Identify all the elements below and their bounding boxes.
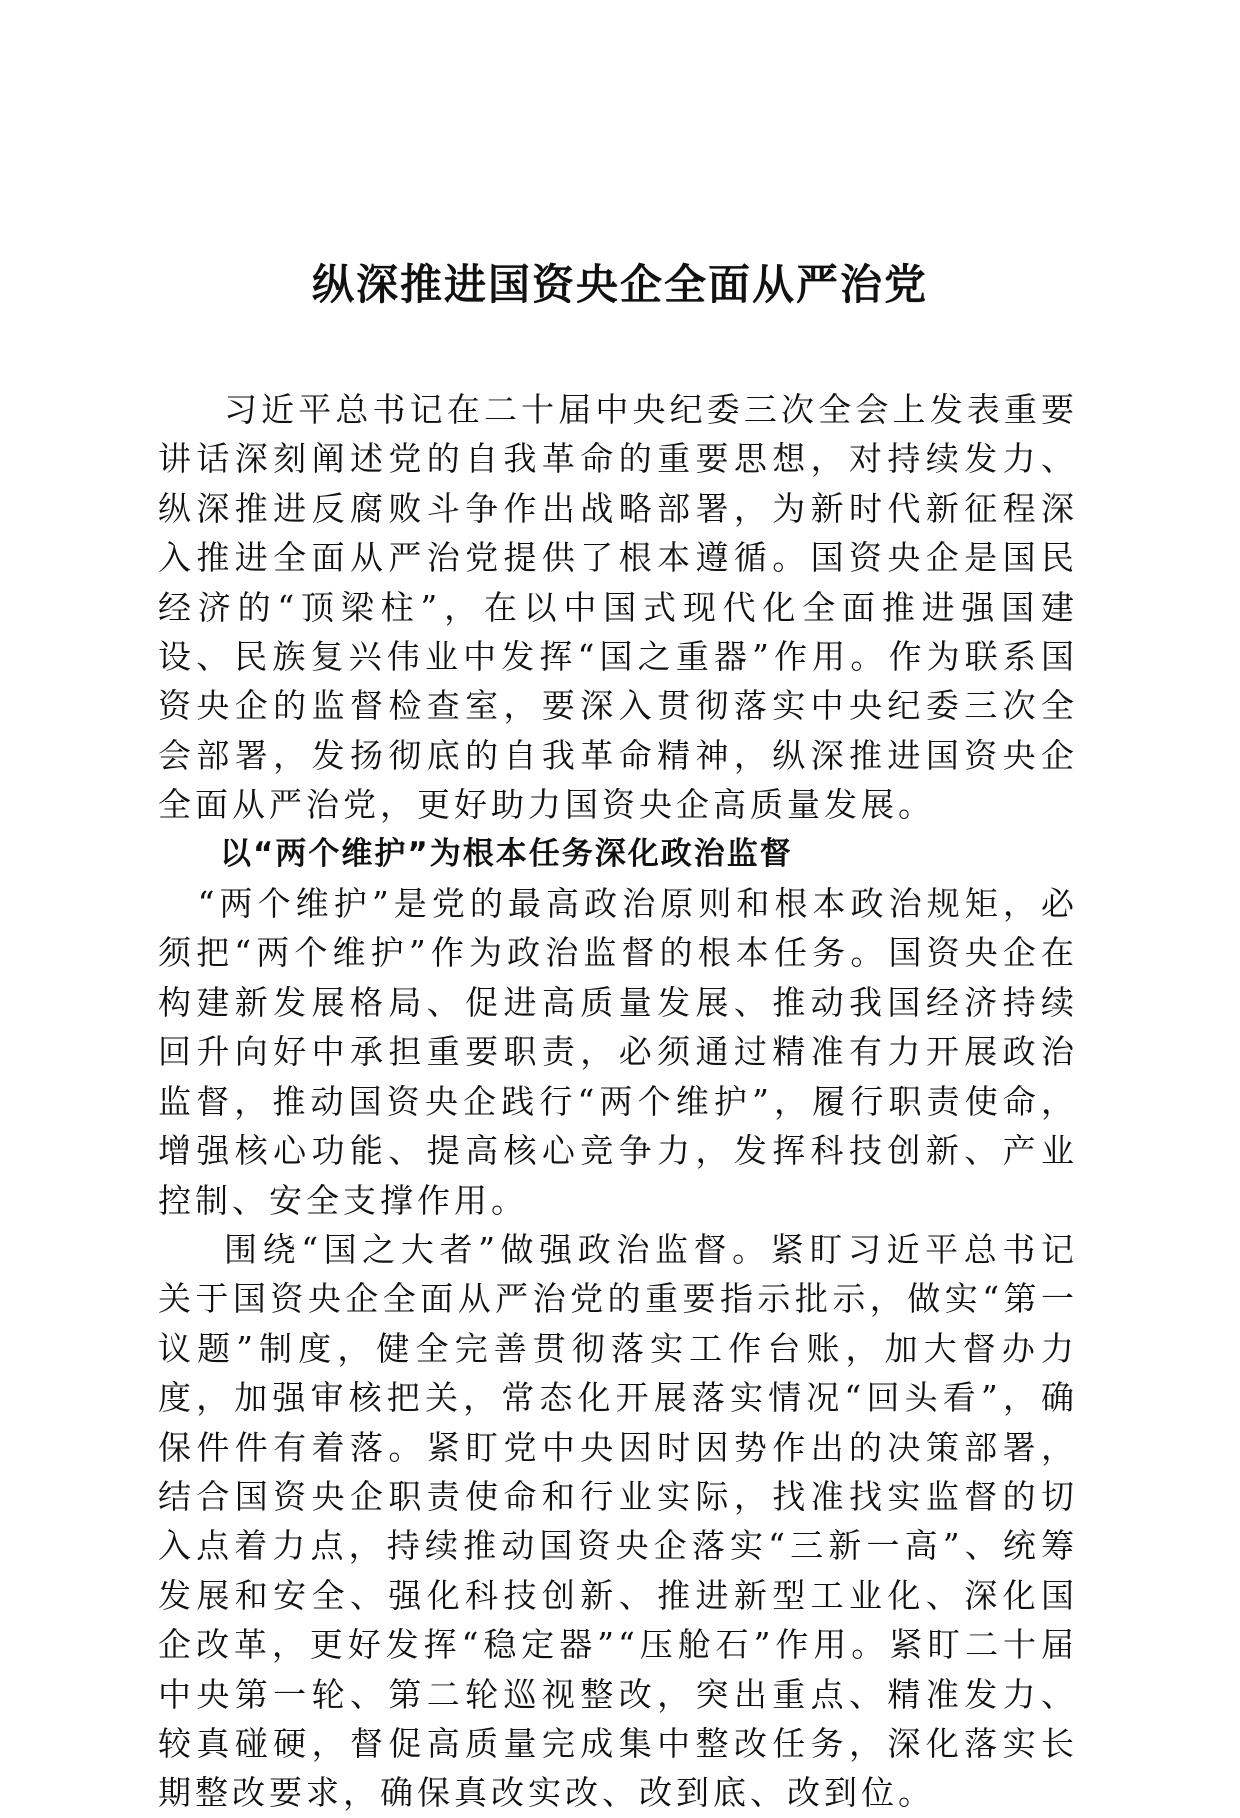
document-body (158, 385, 1078, 1818)
section-heading: 以“两个维护”为根本任务深化政治监督 (220, 835, 793, 872)
section-paragraph-2: 围绕“国之大者”做强政治监督。紧盯习近平总书记关于国资央企全面从严治党的重要指示批示，做实“第一议题”制度，健全完善贯彻落实工作台账，加大督办力度，加强审核把关，常态化开展落实情况“回头看”，确保件件有着落。紧盯党中央因时因势作出的决策部署，结合国资央企职责使命和行业实际，找准找实监督的切入点着力点，持续推动国资央企落实“三新一高”、统筹发展和安全、强化科技创新、推进新型工业化、深化国企改革，更好发挥“稳定器”“压舱石”作用。紧盯二十届中央第一轮、第二轮巡视整改，突出重点、精准发力、较真碰硬，督促高质量完成集中整改任务，深化落实长期整改要求，确保真改实改、改到底、改到位。 (158, 1229, 1078, 1813)
section-paragraph-1: “两个维护”是党的最高政治原则和根本政治规矩，必须把“两个维护”作为政治监督的根本任务。国资央企在构建新发展格局、促进高质量发展、推动我国经济持续回升向好中承担重要职责，必须通过精准有力开展政治监督，推动国资央企践行“两个维护”，履行职责使命，增强核心功能、提高核心竞争力，发挥科技创新、产业控制、安全支撑作用。 (158, 884, 1078, 1220)
document-title: 纵深推进国资央企全面从严治党 (311, 260, 928, 309)
intro-paragraph: 习近平总书记在二十届中央纪委三次全会上发表重要讲话深刻阐述党的自我革命的重要思想，对持续发力、纵深推进反腐败斗争作出战略部署，为新时代新征程深入推进全面从严治党提供了根本遵循。国资央企是国民经济的“顶梁柱”，在以中国式现代化全面推进强国建设、民族复兴伟业中发挥“国之重器”作用。作为联系国资央企的监督检查室，要深入贯彻落实中央纪委三次全会部署，发扬彻底的自我革命精神，纵深推进国资央企全面从严治党，更好助力国资央企高质量发展。 (158, 390, 1078, 825)
